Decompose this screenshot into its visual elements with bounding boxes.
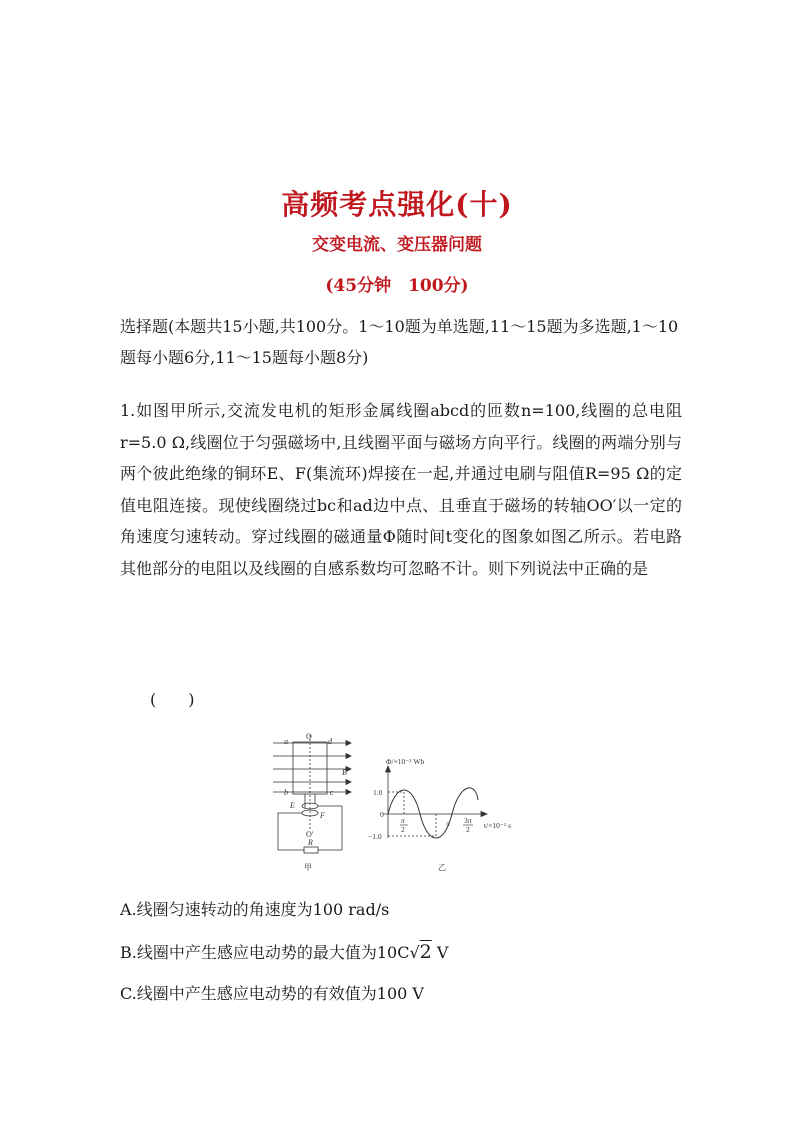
y-tick-zero: 0 — [380, 810, 384, 819]
label-d: d — [328, 737, 332, 746]
x-tick-three-pi-half-num: 3π — [464, 816, 472, 825]
y-axis-label: Φ/×10⁻² Wb — [386, 757, 425, 766]
label-o-prime: O′ — [306, 830, 314, 839]
generator-labels — [284, 732, 347, 872]
question-text: 1.如图甲所示,交流发电机的矩形金属线圈abcd的匝数n=100,线圈的总电阻r=5.0 Ω,线圈位于匀强磁场中,且线圈平面与磁场方向平行。线圈的两端分别与两个彼此绝缘的铜环E、F(集流环)焊接在一起,并通过电刷与阻值R=95 Ω的定值电阻连接。现使线圈绕过bc和ad边中点、且垂直于磁场的转轴OO′以一定的角速度匀速转动。穿过线圈的磁通量Φ随时间t变化的图象如图乙所示。若电路其他部分的电阻以及线圈的自感系数均可忽略不计。则下列说法中正确的是 — [120, 401, 682, 578]
x-tick-pi: π — [446, 819, 450, 828]
flux-graph — [383, 766, 487, 838]
option-b-suffix: V — [431, 943, 449, 962]
sqrt-symbol: √ — [409, 943, 420, 962]
label-o: O — [306, 732, 312, 741]
x-tick-pi-half-num: π — [401, 816, 405, 825]
time-and-score: (45分钟 100分) — [325, 276, 469, 296]
option-b-prefix: B.线圈中产生感应电动势的最大值为10C — [120, 943, 410, 962]
label-e: E — [290, 801, 295, 810]
page-title: 高频考点强化(十) — [281, 188, 513, 221]
label-c: c — [330, 788, 334, 797]
option-b — [120, 940, 448, 963]
x-axis-label: t/×10⁻² s — [484, 821, 511, 830]
option-c: C.线圈中产生感应电动势的有效值为100 V — [120, 984, 424, 1003]
x-tick-three-pi-half-den: 2 — [466, 825, 470, 834]
y-tick-bottom: −1.0 — [368, 832, 382, 841]
y-tick-top: 1.0 — [373, 788, 383, 797]
label-f: F — [320, 811, 325, 820]
label-r: R — [308, 838, 313, 847]
section-instructions: 选择题(本题共15小题,共100分。1～10题为单选题,11～15题为多选题,1～10题每小题6分,11～15题每小题8分) — [120, 317, 679, 367]
sqrt-radicand: 2 — [419, 941, 432, 963]
page-subtitle: 交变电流、变压器问题 — [312, 235, 482, 255]
question-figure — [268, 730, 538, 880]
flux-graph-labels — [368, 757, 511, 872]
label-a: a — [284, 737, 288, 746]
x-tick-pi-half-den: 2 — [401, 825, 405, 834]
answer-blank: ( ) — [150, 690, 195, 709]
label-b-field: B — [342, 768, 347, 777]
option-a: A.线圈匀速转动的角速度为100 rad/s — [120, 900, 390, 919]
caption-yi: 乙 — [438, 863, 446, 872]
caption-jia: 甲 — [304, 863, 312, 872]
label-b: b — [284, 788, 288, 797]
